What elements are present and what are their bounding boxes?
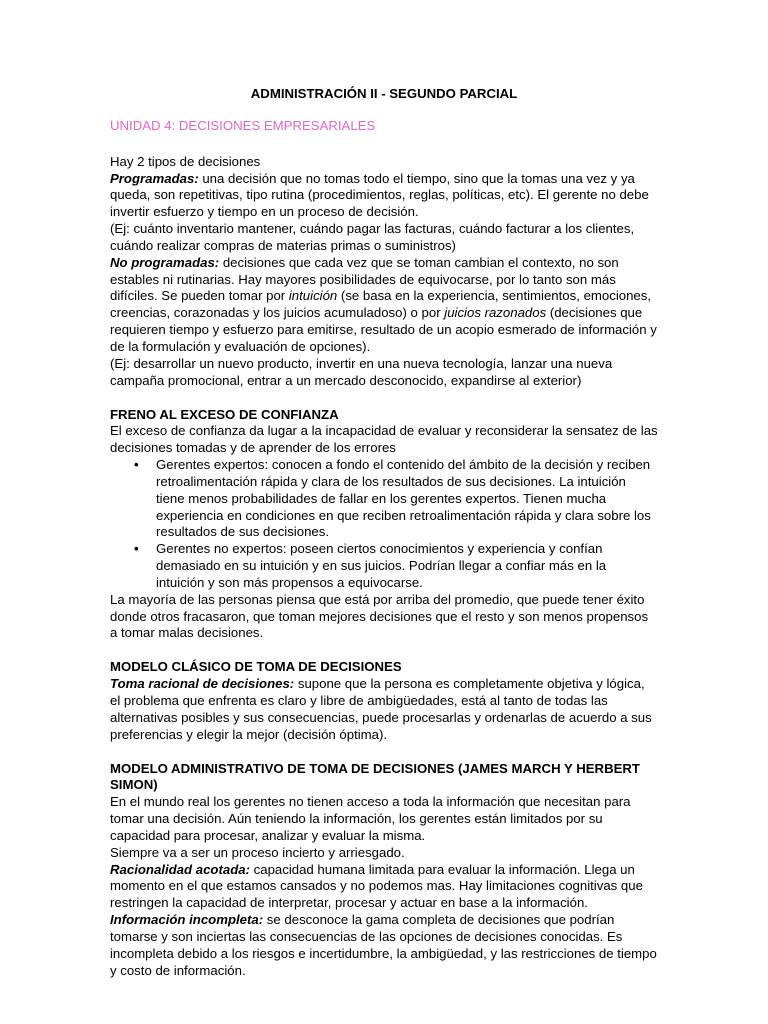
section-overconfidence (110, 407, 658, 643)
incomplete-information-text: se desconoce la gama completa de decisiones que podrían tomarse y son inciertas las consecuencias de las opciones de decisiones conocidas. Es incompleta debido a los riesgos e incertidumbre, la ambigüedad, y las restricciones de tiempo y costo de información. (110, 912, 657, 978)
section-classic-model (110, 659, 658, 743)
programadas-label: Programadas: (110, 170, 199, 186)
incomplete-information-label: Información incompleta: (110, 912, 264, 928)
no-programadas-example: (Ej: desarrollar un nuevo producto, invertir en una nueva tecnología, lanzar una nueva campaña promocional, entrar a un mercado desconocido, expandirse al exterior) (110, 355, 613, 388)
rational-decision-text: supone que la persona es completamente objetiva y lógica, el problema que enfrenta es claro y libre de ambigüedades, está al tanto de todas las alternativas posibles y sus consecuencias, puede procesarlas y ordenarlas de acuerdo a sus preferencias y elegir la mejor (decisión óptima). (110, 676, 652, 742)
document-title: ADMINISTRACIÓN II - SEGUNDO PARCIAL (250, 86, 518, 101)
bounded-rationality-text: capacidad humana limitada para evaluar la información. Llega un momento en el que estamos cansados y no podemos mas. Hay limitaciones cognitivas que restringen la capacidad de interpretar, procesar y actuar en base a la información. (110, 861, 643, 911)
overconfidence-outro: La mayoría de las personas piensa que está por arriba del promedio, que puede tener éxito donde otros fracasaron, que toman mejores decisiones que el resto y son menos propensos a tomar malas decisiones. (110, 591, 649, 641)
list-item-expert-managers: • Gerentes expertos: conocen a fondo el contenido del ámbito de la decisión y reciben retroalimentación rápida y clara de los resultados de sus decisiones. La intuición tiene menos probabilidades de fallar en los gerentes expertos. Tienen mucha experiencia en condiciones en que reciben retroalimentación rápida y clara sobre los resultados de sus decisiones. (156, 457, 658, 541)
classic-model-paragraph (110, 676, 658, 743)
bounded-rationality-label: Racionalidad acotada: (110, 861, 250, 877)
incomplete-information-paragraph (110, 912, 658, 979)
no-programadas-text-2: (se basa en la experiencia, sentimientos, emociones, creencias, corazonadas y los juicios acumuladoso) o por (110, 288, 652, 321)
no-programadas-paragraph (110, 255, 658, 356)
classic-model-heading: MODELO CLÁSICO DE TOMA DE DECISIONES (110, 659, 402, 675)
overconfidence-heading: FRENO AL EXCESO DE CONFIANZA (110, 406, 339, 422)
no-programadas-text-1: decisiones que cada vez que se toman cambian el contexto, no son estables ni rutinarias. Hay mayores posibilidades de equivocarse, por lo tanto son más difíciles. Se pueden tomar por (110, 254, 619, 304)
unit-heading: UNIDAD 4: DECISIONES EMPRESARIALES (110, 117, 376, 133)
juicios-term: juicios razonados (444, 305, 547, 321)
section-decision-types (110, 154, 658, 390)
bounded-rationality-paragraph (110, 862, 658, 913)
section-administrative-model (110, 761, 658, 980)
manager-types-list (110, 457, 658, 592)
decision-types-intro: Hay 2 tipos de decisiones (110, 153, 261, 169)
list-item-non-expert-managers: • Gerentes no expertos: poseen ciertos conocimientos y experiencia y confían demasiado en su intuición y en sus juicios. Podrían llegar a confiar más en la intuición y son más propensos a equivocarse. (156, 541, 658, 592)
programadas-paragraph (110, 171, 658, 222)
rational-decision-label: Toma racional de decisiones: (110, 676, 295, 692)
intuicion-term: intuición (288, 288, 338, 304)
administrative-model-heading: MODELO ADMINISTRATIVO DE TOMA DE DECISIONES (JAMES MARCH Y HERBERT SIMON) (110, 760, 640, 793)
administrative-model-intro: En el mundo real los gerentes no tienen acceso a toda la información que necesitan para tomar una decisión. Aún teniendo la información, los gerentes están limitados por su capacidad para procesar, analizar y evaluar la misma. (110, 794, 631, 843)
programadas-example: (Ej: cuánto inventario mantener, cuándo pagar las facturas, cuándo facturar a los clientes, cuándo realizar compras de materias primas o suministros) (110, 221, 635, 253)
administrative-model-line: Siempre va a ser un proceso incierto y arriesgado. (110, 844, 405, 860)
programadas-text: una decisión que no tomas todo el tiempo, sino que la tomas una vez y ya queda, son repetitivas, tipo rutina (procedimientos, reglas, políticas, etc). El gerente no debe invertir esfuerzo y tiempo en un proceso de decisión. (110, 170, 649, 220)
no-programadas-text-3: (decisiones que requieren tiempo y esfuerzo para emitirse, resultado de un acopio esmerado de información y de la formulación y evaluación de opciones). (110, 305, 657, 354)
overconfidence-intro: El exceso de confianza da lugar a la incapacidad de evaluar y reconsiderar la sensatez de las decisiones tomadas y de aprender de los errores (110, 423, 658, 456)
no-programadas-label: No programadas: (110, 254, 220, 270)
